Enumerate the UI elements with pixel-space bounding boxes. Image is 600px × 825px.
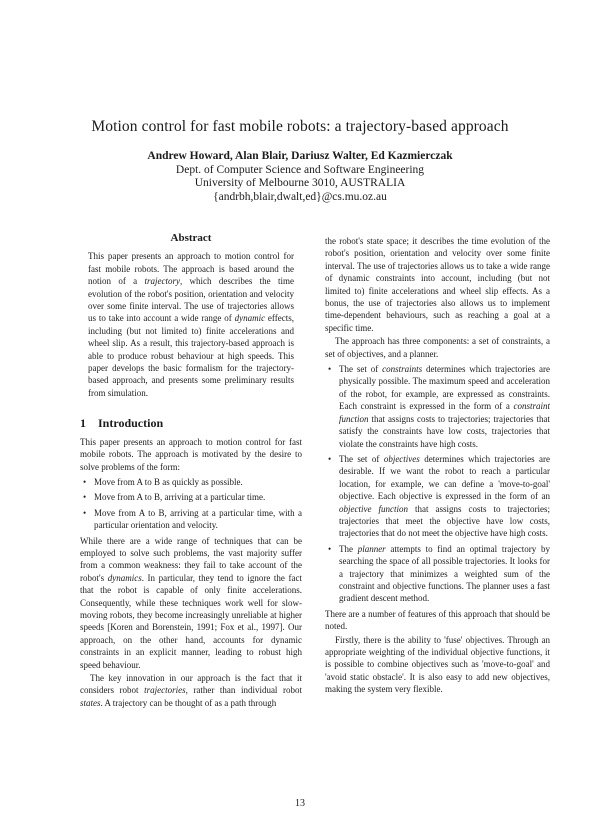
intro-paragraph-2: While there are a wide range of techniques that can be employed to solve such problems, the vast majority suffer from a common weakness: they fail to take account of the robot's dynamics. In particular, they tend to ignore the fact that the robot is capable of only finite accelerations. Consequently, while these techniques work well for slow-moving robots, they become increasingly unreliable at higher speeds [Koren and Borenstein, 1991; Fox et al., 1997]. Our approach, on the other hand, accounts for dynamic constraints in an explicit manner, leading to robust high speed behaviour.: [80, 535, 302, 670]
right-paragraph-1: the robot's state space; it describes the time evolution of the robot's position, orientation and velocity over some finite interval. The use of trajectories allows us to take a wide range of dynamic constraints into account, including (but not limited to) finite accelerations and wheel slip effects. As a bonus, the use of trajectories also allows us to implement time-dependent behaviours, such as reaching a goal at a specific time.: [325, 236, 550, 333]
list-item: • Move from A to B, arriving at a particular time, with a particular orientation and velocity.: [83, 507, 302, 531]
author-university: University of Melbourne 3010, AUSTRALIA: [194, 177, 406, 189]
component-list: [325, 363, 550, 605]
author-department: Dept. of Computer Science and Software Engineering: [175, 163, 425, 176]
author-email: {andrbh,blair,dwalt,ed}@cs.mu.oz.au: [213, 190, 387, 203]
list-item: • Move from A to B as quickly as possible.: [83, 476, 243, 487]
list-item: • The planner attempts to find an optimal trajectory by searching the space of all possible trajectories. It looks for a trajectory that minimizes a weighted sum of the constraint and objective functions. The planner uses a fast gradient descent method.: [328, 543, 550, 604]
list-item: • The set of objectives determines which trajectories are desirable. If we want the robot to reach a particular location, for example, we can define a 'move-to-goal' objective. Each objective is expressed in the form of an objective function that assigns costs to trajectories; trajectories that meet the objective have low costs, trajectories that do not meet the objective have high costs.: [328, 453, 550, 539]
right-paragraph-2: The approach has three components: a set of constraints, a set of objectives, and a planner.: [325, 336, 550, 359]
intro-paragraph-1: This paper presents an approach to motion control for fast mobile robots. The approach is motivated by the desire to solve problems of the form:: [80, 436, 302, 472]
abstract-heading: Abstract: [170, 232, 212, 244]
left-column: [80, 232, 302, 710]
abstract-text: This paper presents an approach to motion control for fast mobile robots. The approach is based around the notion of a trajectory, which describes the time evolution of the robot's position, orientation and velocity over some finite interval. The use of trajectories allows us to take into account a wide range of dynamic effects, including (but not limited to) finite accelerations and wheel slip. As a result, this trajectory-based approach is able to produce robust behaviour at high speeds. This paper develops the basic formalism for the trajectory-based approach, and presents some preliminary results from simulation.: [88, 251, 294, 398]
section-heading-introduction: 1 Introduction: [80, 416, 164, 431]
list-item: • Move from A to B, arriving at a particular time.: [83, 492, 266, 503]
page-number: 13: [295, 798, 305, 809]
paper-title: Motion control for fast mobile robots: a trajectory-based approach: [91, 118, 509, 135]
author-block: [0, 150, 600, 204]
list-item: • The set of constraints determines which trajectories are physically possible. The maximum speed and acceleration of the robot, for example, are expressed as constraints. Each constraint is expressed in the form of a constraint function that assigns costs to trajectories; trajectories that satisfy the constraints have low costs, trajectories that violate the constraints have high costs.: [328, 364, 550, 449]
right-paragraph-3: There are a number of features of this approach that should be noted.: [325, 608, 550, 632]
author-names: Andrew Howard, Alan Blair, Dariusz Walter, Ed Kazmierczak: [147, 150, 453, 162]
intro-problem-list: [80, 476, 302, 532]
right-paragraph-4: Firstly, there is the ability to 'fuse' objectives. Through an appropriate weighting of the individual objective functions, it is possible to combine objectives such as 'move-to-goal' and 'avoid static obstacle'. It is also easy to add new objectives, making the system very flexible.: [325, 634, 550, 695]
right-column: [325, 235, 550, 697]
intro-paragraph-3: The key innovation in our approach is the fact that it considers robot trajectories, rather than individual robot states. A trajectory can be thought of as a path through: [80, 673, 302, 708]
